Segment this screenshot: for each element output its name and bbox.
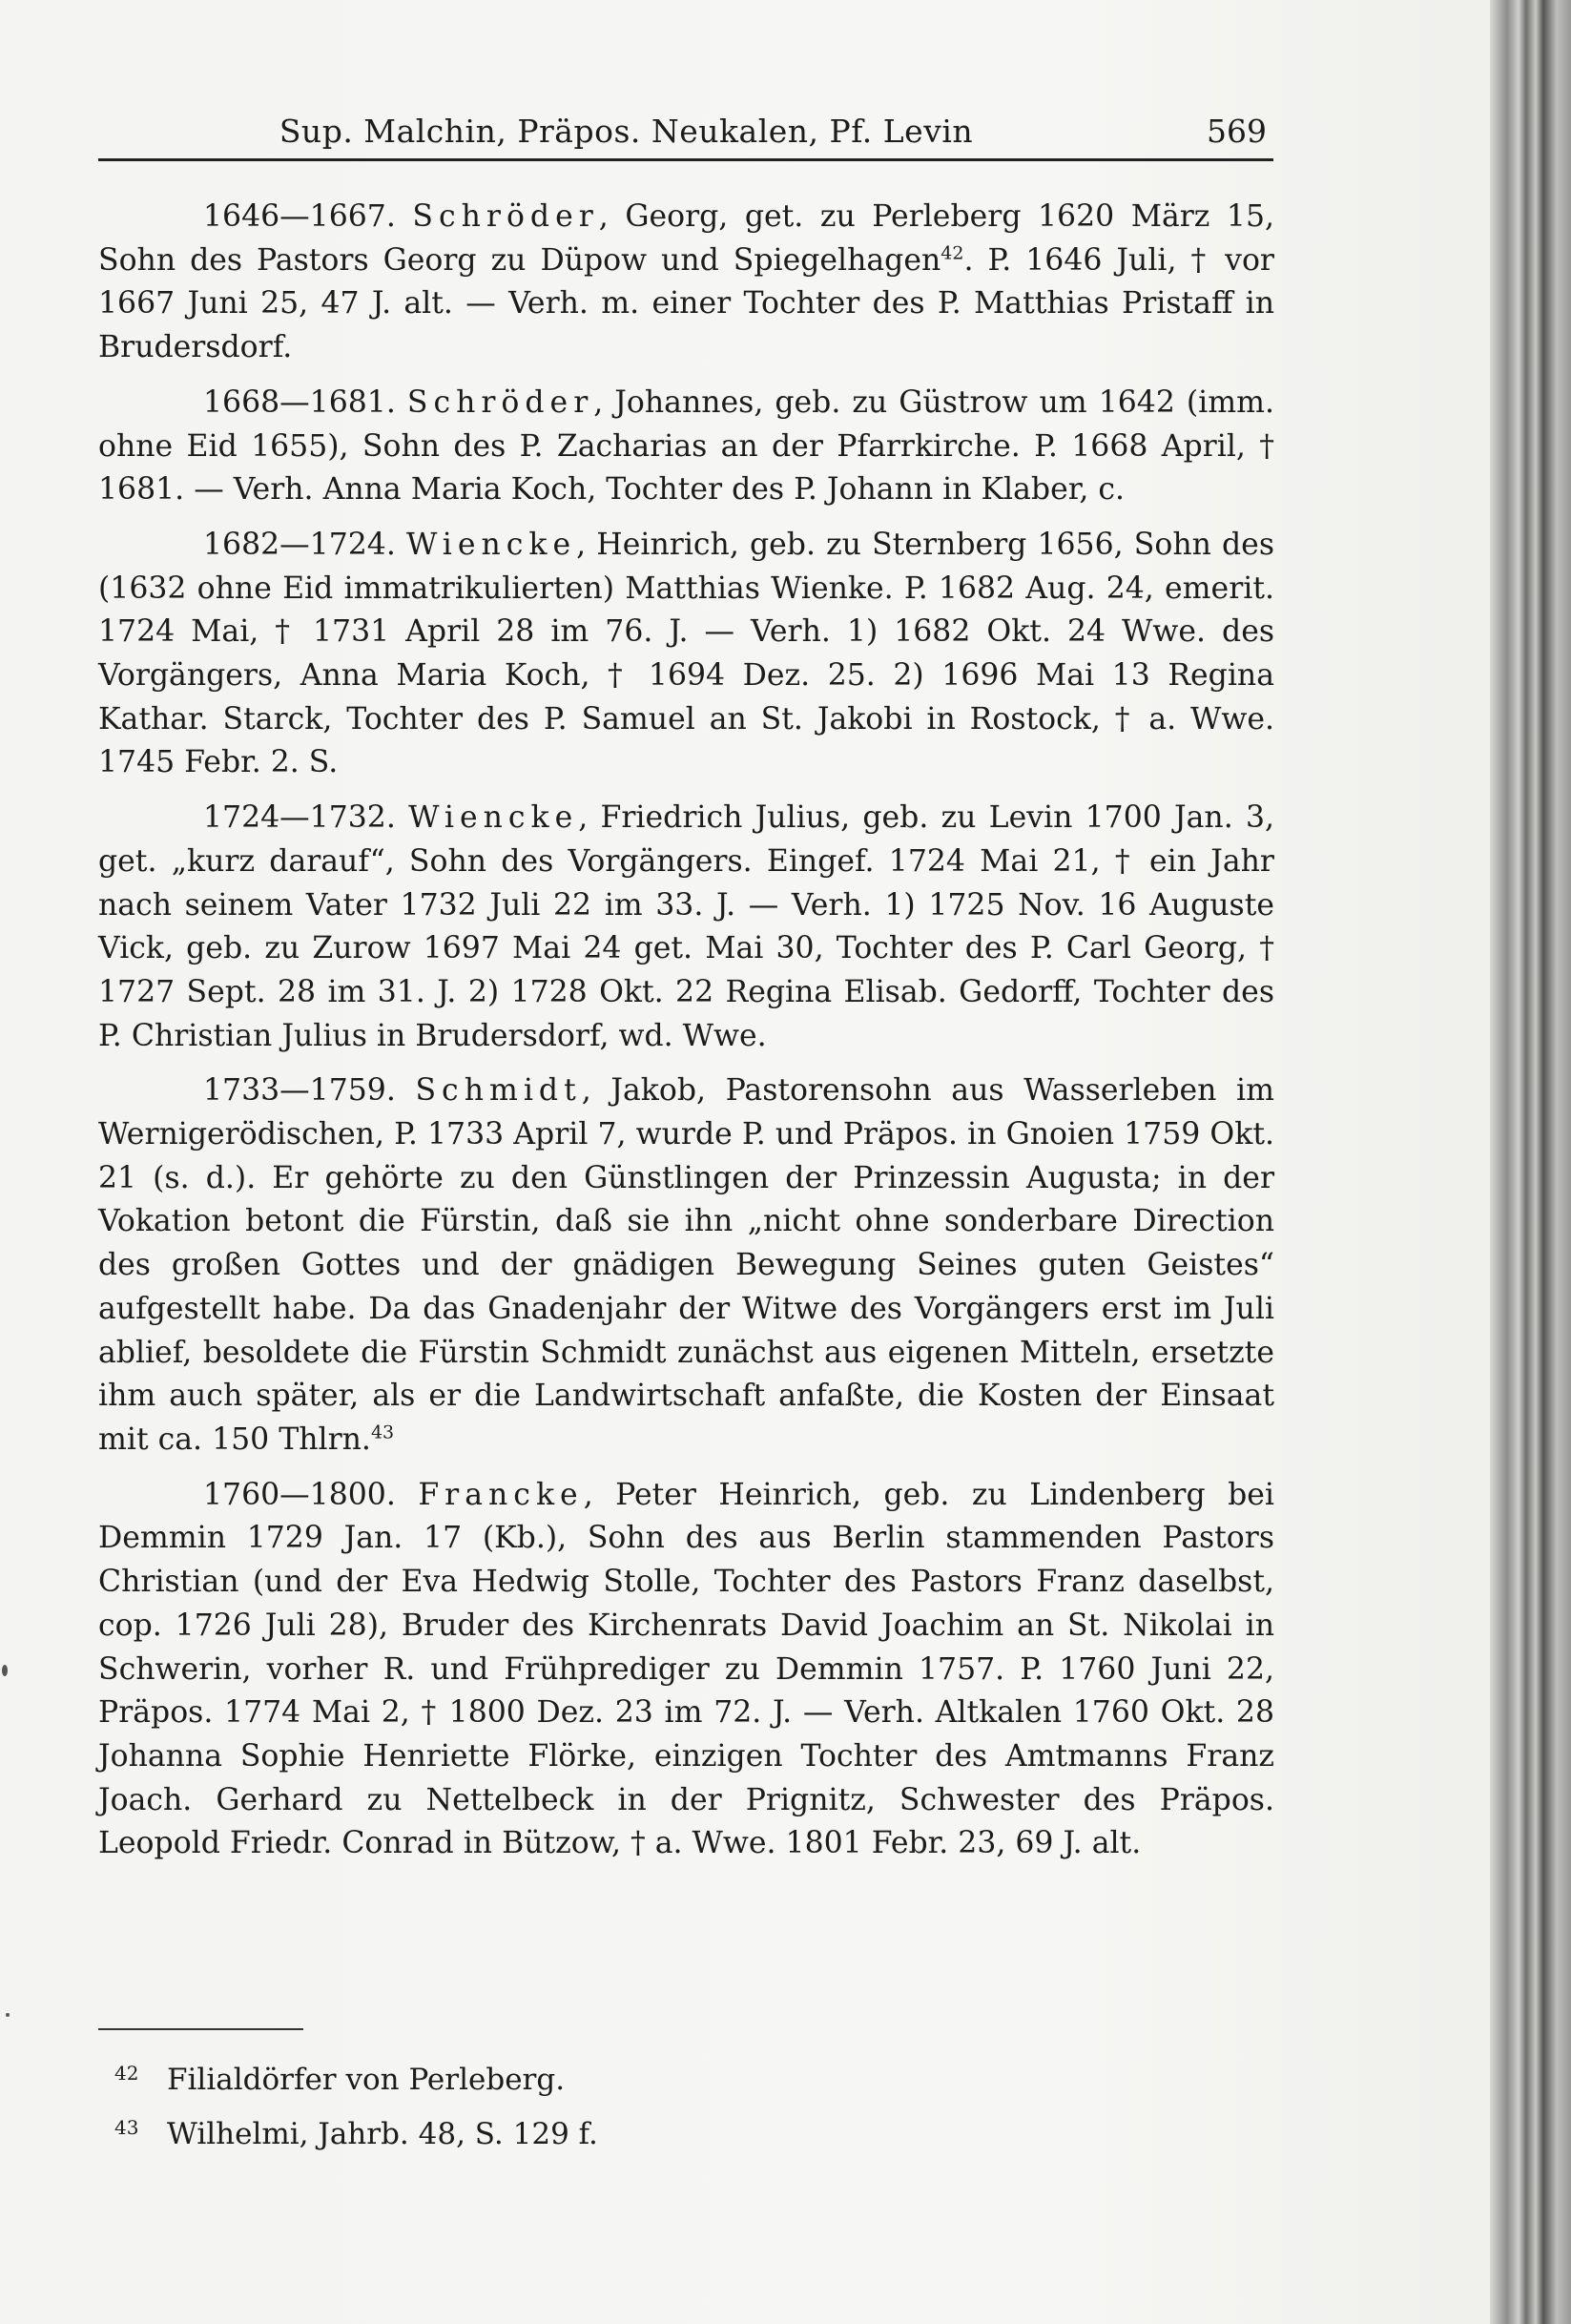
entry-text: , Jakob, Pastorensohn aus Wasserleben im Wernigerödischen, P. 1733 April 7, wurde P. und Präpos. in Gnoien 1759 Okt. 21 (s. d.). Er gehörte zu den Günstlingen der Prinzessin Augusta; in der Vokation betont die Fürstin, daß sie ihn „nicht ohne sonderbare Direction des großen Gottes und der gnädigen Bewegung Seines guten Geistes“ aufgestellt habe. Da das Gnadenjahr der Witwe des Vorgängers erst im Juli ablief, besoldete die Fürstin Schmidt zunächst aus eigenen Mitteln, ersetzte ihm auch später, als er die Landwirtschaft anfaßte, die Kosten der Einsaat mit ca. 150 Thlrn. <box>98 1073 1274 1457</box>
entry-surname: Schröder <box>412 199 599 234</box>
entry-schmidt-jakob <box>98 1069 1274 1462</box>
footnote-ref: 43 <box>370 1421 395 1443</box>
entry-years: 1733—1759. <box>203 1073 396 1109</box>
footnote-42 <box>114 2051 1164 2102</box>
entry-surname: Wiencke <box>405 527 577 562</box>
entry-years: 1682—1724. <box>203 527 396 562</box>
header-rule <box>98 158 1273 161</box>
footnote-43 <box>114 2106 1164 2156</box>
footnote-rule <box>98 2028 303 2030</box>
footnotes <box>114 2051 1164 2160</box>
footnote-text: Filialdörfer von Perleberg. <box>167 2063 566 2097</box>
entry-years: 1724—1732. <box>203 800 396 836</box>
entry-years: 1760—1800. <box>203 1477 396 1512</box>
page-body <box>98 196 1274 1878</box>
entry-surname: Schröder <box>406 384 594 420</box>
footnote-ref: 42 <box>941 242 964 264</box>
entry-wiencke-heinrich <box>98 524 1274 785</box>
paper-speck <box>2 1665 8 1676</box>
paper-speck <box>6 2013 10 2017</box>
entry-text: , Johannes, geb. zu Güstrow um 1642 (imm. ohne Eid 1655), Sohn des P. Zacharias an der Pfarrkirche. P. 1668 April, † 1681. — Verh. Anna Maria Koch, Tochter des P. Johann in Klaber, c. <box>98 384 1274 508</box>
entry-surname: Francke <box>418 1477 584 1512</box>
running-title: Sup. Malchin, Präpos. Neukalen, Pf. Levin <box>279 113 974 150</box>
entry-text: , Peter Heinrich, geb. zu Lindenberg bei Demmin 1729 Jan. 17 (Kb.), Sohn des aus Berlin stammenden Pastors Christian (und der Eva Hedwig Stolle, Tochter des Pastors Franz daselbst, cop. 1726 Juli 28), Bruder des Kirchenrats David Joachim an St. Nikolai in Schwerin, vorher R. und Frühprediger zu Demmin 1757. P. 1760 Juni 22, Präpos. 1774 Mai 2, † 1800 Dez. 23 im 72. J. — Verh. Altkalen 1760 Okt. 28 Johanna Sophie Henriette Flörke, einzigen Tochter des Amtmanns Franz Joach. Gerhard zu Nettelbeck in der Prignitz, Schwester des Präpos. Leopold Friedr. Conrad in Bützow, † a. Wwe. 1801 Febr. 23, 69 J. alt. <box>98 1477 1274 1861</box>
page-number: 569 <box>1207 113 1267 150</box>
entry-francke-peter <box>98 1474 1274 1866</box>
footnote-number: 42 <box>114 2062 139 2085</box>
entry-text: , Heinrich, geb. zu Sternberg 1656, Sohn des (1632 ohne Eid immatrikulierten) Matthias Wienke. P. 1682 Aug. 24, emerit. 1724 Mai, † 1731 April 28 im 76. J. — Verh. 1) 1682 Okt. 24 Wwe. des Vorgängers, Anna Maria Koch, † 1694 Dez. 25. 2) 1696 Mai 13 Regina Kathar. Starck, Tochter des P. Samuel an St. Jakobi in Rostock, † a. Wwe. 1745 Febr. 2. S. <box>98 527 1274 780</box>
entry-text: , Georg, get. zu Perleberg 1620 März 15, Sohn des Pastors Georg zu Düpow und Spiegelhagen <box>98 199 1275 278</box>
footnote-number: 43 <box>114 2116 139 2139</box>
entry-schroeder-georg <box>98 196 1274 370</box>
entry-schroeder-johannes <box>98 382 1274 512</box>
footnote-text: Wilhelmi, Jahrb. 48, S. 129 f. <box>167 2117 598 2151</box>
book-binding-edge <box>1490 0 1571 2324</box>
page-header <box>95 113 1271 155</box>
entry-years: 1668—1681. <box>203 384 396 420</box>
entry-text: , Friedrich Julius, geb. zu Levin 1700 Jan. 3, get. „kurz darauf“, Sohn des Vorgängers. Eingef. 1724 Mai 21, † ein Jahr nach seinem Vater 1732 Juli 22 im 33. J. — Verh. 1) 1725 Nov. 16 Auguste Vick, geb. zu Zurow 1697 Mai 24 get. Mai 30, Tochter des P. Carl Georg, † 1727 Sept. 28 im 31. J. 2) 1728 Okt. 22 Regina Elisab. Gedorff, Tochter des P. Christian Julius in Brudersdorf, wd. Wwe. <box>98 800 1275 1053</box>
entry-wiencke-friedrich <box>98 797 1274 1058</box>
entry-surname: Schmidt <box>415 1073 582 1109</box>
entry-years: 1646—1667. <box>203 199 396 234</box>
entry-text-continued: . P. 1646 Juli, † vor 1667 Juni 25, 47 J. alt. — Verh. m. einer Tochter des P. Matthias Pristaff in Brudersdorf. <box>98 242 1274 365</box>
entry-surname: Wiencke <box>408 800 579 836</box>
